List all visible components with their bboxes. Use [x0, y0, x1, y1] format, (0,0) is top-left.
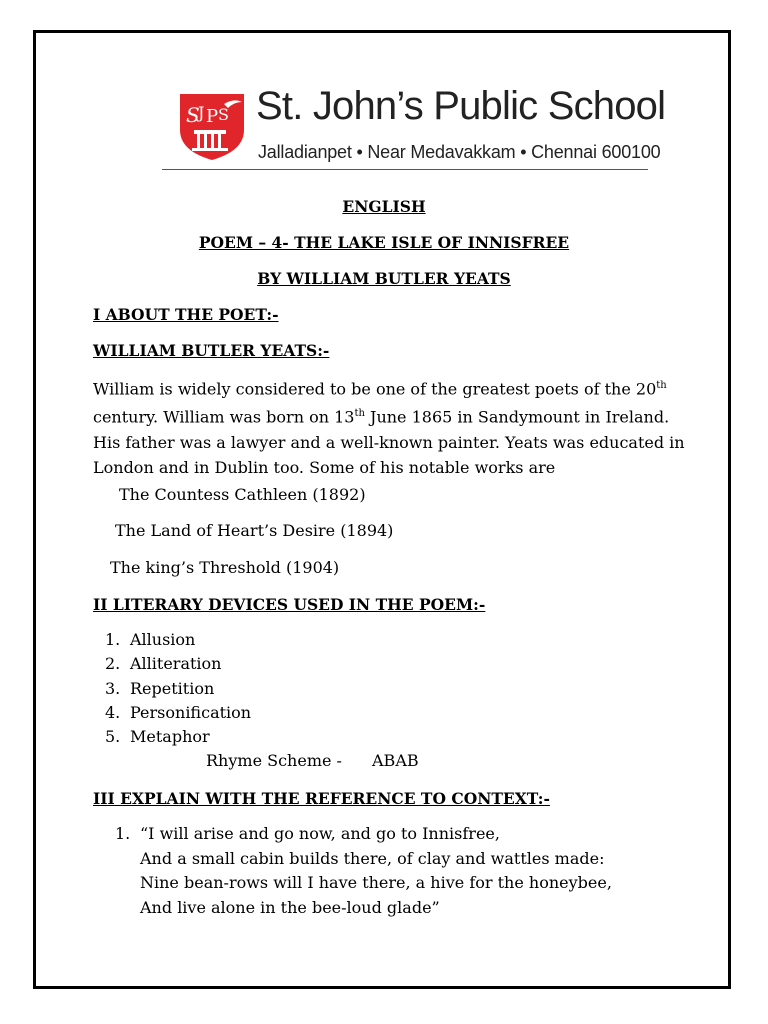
school-logo-icon — [176, 90, 248, 162]
device-list-item — [105, 727, 210, 746]
svg-text:P: P — [206, 106, 219, 127]
extract-number: 1. — [115, 824, 131, 843]
school-name: St. John’s Public School — [256, 84, 666, 128]
poem-line: Nine bean-rows will I have there, a hive for the honeybee, — [140, 873, 612, 892]
school-address: Jalladianpet • Near Medavakkam • Chennai 600100 — [258, 142, 661, 162]
poem-line: “I will arise and go now, and go to Innisfree, — [140, 824, 500, 843]
bio-text-b: century. William was born on 13 — [93, 407, 355, 427]
section-literary-devices-heading: II LITERARY DEVICES USED IN THE POEM:- — [93, 595, 486, 614]
device-list-item — [105, 654, 221, 673]
poem-line: And a small cabin builds there, of clay and wattles made: — [140, 848, 605, 868]
poem-extract — [115, 822, 612, 920]
device-number: 3. — [105, 679, 121, 698]
device-label: Metaphor — [130, 727, 210, 746]
notable-work-item: The Countess Cathleen (1892) — [119, 485, 366, 504]
rhyme-scheme-value: ABAB — [372, 751, 419, 770]
device-label: Allusion — [130, 630, 196, 649]
bio-sup-1: th — [656, 380, 667, 391]
rhyme-scheme-label: Rhyme Scheme - — [206, 751, 342, 770]
device-label: Personification — [130, 703, 252, 722]
poet-biography — [93, 373, 693, 480]
section-reference-context-heading: III EXPLAIN WITH THE REFERENCE TO CONTEXT:- — [93, 789, 550, 808]
device-list-item — [105, 630, 195, 649]
bio-text-c: June 1865 in Sandymount in Ireland. His father was a lawyer and a well-known painter. Yeats was educated in London and in Dublin too. Some of his notable works are — [93, 407, 685, 477]
poem-line: And live alone in the bee-loud glade” — [140, 897, 440, 917]
svg-text:S: S — [218, 105, 229, 124]
device-label: Repetition — [130, 679, 215, 698]
poet-name-heading: WILLIAM BUTLER YEATS:- — [93, 341, 330, 360]
section-about-poet-heading: I ABOUT THE POET:- — [93, 305, 279, 324]
device-number: 1. — [105, 630, 121, 649]
device-list-item — [105, 703, 251, 722]
subject-title: ENGLISH — [342, 197, 426, 216]
poem-title: POEM – 4- THE LAKE ISLE OF INNISFREE — [198, 233, 570, 252]
device-number: 2. — [105, 654, 121, 673]
device-list-item — [105, 679, 214, 698]
bio-text-a: William is widely considered to be one of the greatest poets of the 20 — [93, 379, 657, 399]
svg-text:S: S — [186, 103, 200, 127]
svg-text:J: J — [198, 103, 205, 122]
device-number: 4. — [105, 703, 121, 722]
header-rule — [162, 169, 648, 170]
author-title: BY WILLIAM BUTLER YEATS — [257, 269, 511, 288]
device-label: Alliteration — [130, 654, 222, 673]
notable-work-item: The king’s Threshold (1904) — [110, 558, 340, 577]
notable-work-item: The Land of Heart’s Desire (1894) — [115, 521, 394, 540]
device-number: 5. — [105, 727, 121, 746]
bio-sup-2: th — [354, 408, 365, 420]
